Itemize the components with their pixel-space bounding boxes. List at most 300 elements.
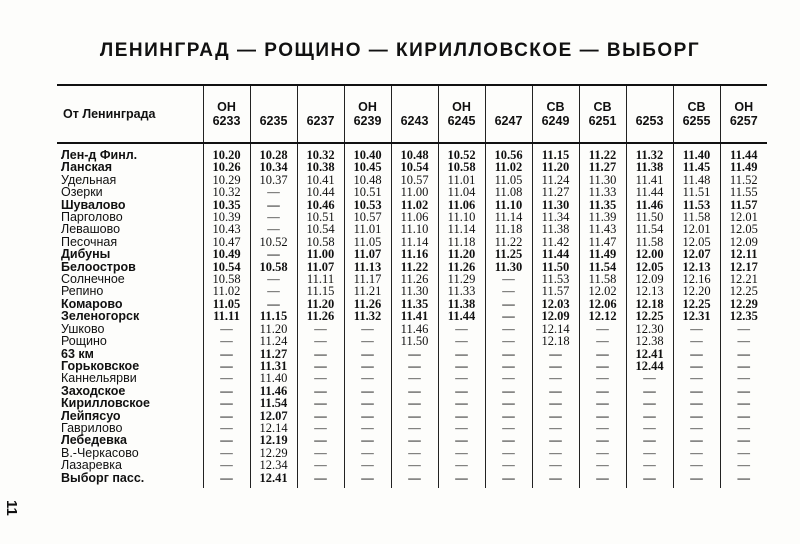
departure-time: —: [485, 323, 532, 335]
train-header: [579, 85, 626, 143]
station-name: Каннельярви: [61, 371, 137, 386]
departure-time: 11.06: [391, 211, 438, 223]
departure-time: 10.28: [250, 143, 297, 161]
departure-time: 11.38: [532, 223, 579, 235]
station-name: Рощино: [61, 334, 107, 349]
departure-time: 11.46: [391, 323, 438, 335]
timetable-row: [57, 186, 767, 198]
departure-time: 11.32: [344, 310, 391, 322]
departure-time: —: [579, 372, 626, 384]
departure-time: —: [438, 410, 485, 422]
timetable-row: [57, 143, 767, 161]
departure-time: 11.50: [532, 261, 579, 273]
departure-time: 11.20: [297, 298, 344, 310]
departure-time: —: [626, 459, 673, 471]
departure-time: 11.47: [579, 236, 626, 248]
timetable-row: [57, 248, 767, 260]
departure-time: —: [344, 422, 391, 434]
departure-time: 12.06: [579, 298, 626, 310]
departure-time: —: [344, 372, 391, 384]
departure-time: 10.48: [344, 174, 391, 186]
departure-time: —: [297, 348, 344, 360]
page-title: ЛЕНИНГРАД — РОЩИНО — КИРИЛЛОВСКОЕ — ВЫБОРГ: [99, 40, 701, 61]
departure-time: 11.24: [250, 335, 297, 347]
train-number: 6255: [682, 114, 711, 128]
departure-time: 11.30: [532, 199, 579, 211]
departure-time: —: [626, 472, 673, 488]
departure-time: 11.05: [203, 298, 250, 310]
departure-time: —: [438, 422, 485, 434]
departure-time: —: [720, 410, 767, 422]
departure-time: 11.27: [250, 348, 297, 360]
departure-time: 12.05: [626, 261, 673, 273]
departure-time: 11.02: [203, 285, 250, 297]
departure-time: 11.11: [203, 310, 250, 322]
departure-time: —: [438, 348, 485, 360]
departure-time: —: [579, 385, 626, 397]
departure-time: —: [532, 348, 579, 360]
departure-time: —: [579, 422, 626, 434]
station-column-header: От Ленинграда: [57, 85, 203, 143]
departure-time: 12.03: [532, 298, 579, 310]
departure-time: —: [485, 472, 532, 488]
departure-time: 12.11: [720, 248, 767, 260]
departure-time: 11.22: [579, 143, 626, 161]
train-type: ОН: [358, 100, 377, 114]
departure-time: 11.40: [673, 143, 720, 161]
departure-time: 10.39: [203, 211, 250, 223]
departure-time: 12.18: [626, 298, 673, 310]
train-number: 6249: [541, 114, 570, 128]
timetable-row: [57, 285, 767, 297]
departure-time: —: [673, 323, 720, 335]
departure-time: —: [438, 397, 485, 409]
departure-time: —: [391, 422, 438, 434]
departure-time: 11.30: [579, 174, 626, 186]
departure-time: 12.31: [673, 310, 720, 322]
departure-time: 10.51: [297, 211, 344, 223]
station-name: Кирилловское: [61, 396, 150, 411]
departure-time: 11.26: [344, 298, 391, 310]
departure-time: 12.09: [532, 310, 579, 322]
departure-time: —: [673, 472, 720, 488]
departure-time: —: [485, 335, 532, 347]
departure-time: 11.49: [720, 161, 767, 173]
departure-time: —: [391, 459, 438, 471]
departure-time: 11.00: [297, 248, 344, 260]
departure-time: 12.30: [626, 323, 673, 335]
departure-time: 11.33: [438, 285, 485, 297]
departure-time: —: [391, 447, 438, 459]
departure-time: 12.25: [720, 285, 767, 297]
departure-time: 10.54: [297, 223, 344, 235]
departure-time: —: [438, 372, 485, 384]
departure-time: —: [438, 335, 485, 347]
departure-time: —: [344, 447, 391, 459]
departure-time: 10.41: [297, 174, 344, 186]
timetable-row: [57, 310, 767, 322]
departure-time: 10.38: [297, 161, 344, 173]
departure-time: 12.09: [720, 236, 767, 248]
train-type: [486, 100, 532, 114]
departure-time: —: [391, 385, 438, 397]
departure-time: 11.26: [438, 261, 485, 273]
departure-time: 12.01: [720, 211, 767, 223]
station-name: Комарово: [61, 296, 123, 311]
departure-time: —: [297, 372, 344, 384]
departure-time: 12.25: [626, 310, 673, 322]
departure-time: —: [532, 410, 579, 422]
station-name: 63 км: [61, 346, 94, 361]
departure-time: 12.02: [579, 285, 626, 297]
departure-time: —: [626, 434, 673, 446]
departure-time: 11.26: [391, 273, 438, 285]
departure-time: —: [532, 472, 579, 488]
train-type: [627, 100, 673, 114]
departure-time: —: [532, 422, 579, 434]
departure-time: 11.34: [532, 211, 579, 223]
departure-time: —: [344, 410, 391, 422]
train-number: 6243: [400, 114, 429, 128]
departure-time: —: [720, 422, 767, 434]
departure-time: 11.10: [485, 199, 532, 211]
departure-time: 12.07: [673, 248, 720, 260]
departure-time: —: [720, 447, 767, 459]
departure-time: —: [720, 472, 767, 488]
departure-time: —: [579, 397, 626, 409]
departure-time: —: [626, 372, 673, 384]
departure-time: —: [579, 447, 626, 459]
train-type: СВ: [546, 100, 565, 114]
departure-time: 11.18: [438, 236, 485, 248]
departure-time: —: [579, 459, 626, 471]
departure-time: —: [297, 459, 344, 471]
departure-time: 10.43: [203, 223, 250, 235]
departure-time: 11.35: [391, 298, 438, 310]
departure-time: 12.35: [720, 310, 767, 322]
departure-time: 12.05: [720, 223, 767, 235]
departure-time: 12.44: [626, 360, 673, 372]
departure-time: —: [673, 434, 720, 446]
departure-time: —: [438, 434, 485, 446]
departure-time: 11.08: [485, 186, 532, 198]
departure-time: —: [344, 397, 391, 409]
departure-time: 10.54: [391, 161, 438, 173]
departure-time: —: [673, 459, 720, 471]
departure-time: 11.44: [532, 248, 579, 260]
departure-time: —: [532, 385, 579, 397]
departure-time: 12.07: [250, 410, 297, 422]
departure-time: 11.27: [532, 186, 579, 198]
train-number: 6237: [306, 114, 335, 128]
departure-time: —: [626, 385, 673, 397]
departure-time: 11.22: [391, 261, 438, 273]
departure-time: 10.58: [438, 161, 485, 173]
departure-time: 11.13: [344, 261, 391, 273]
departure-time: —: [485, 348, 532, 360]
departure-time: 11.14: [485, 211, 532, 223]
train-header: [626, 85, 673, 143]
departure-time: 10.29: [203, 174, 250, 186]
departure-time: —: [579, 348, 626, 360]
departure-time: 11.54: [250, 397, 297, 409]
timetable-row: [57, 372, 767, 384]
station-name: Горьковское: [61, 358, 140, 373]
departure-time: —: [579, 323, 626, 335]
departure-time: —: [579, 434, 626, 446]
departure-time: 11.53: [532, 273, 579, 285]
departure-time: —: [250, 211, 297, 223]
departure-time: —: [250, 223, 297, 235]
train-header: [485, 85, 532, 143]
departure-time: —: [626, 410, 673, 422]
departure-time: —: [438, 459, 485, 471]
departure-time: —: [485, 447, 532, 459]
station-name: Заходское: [61, 383, 126, 398]
departure-time: —: [673, 410, 720, 422]
station-name: Репино: [61, 284, 104, 299]
departure-time: 11.16: [391, 248, 438, 260]
train-header: [344, 85, 391, 143]
departure-time: —: [344, 472, 391, 488]
departure-time: 11.50: [391, 335, 438, 347]
departure-time: —: [391, 472, 438, 488]
departure-time: 11.55: [720, 186, 767, 198]
departure-time: —: [485, 434, 532, 446]
departure-time: —: [297, 472, 344, 488]
departure-time: —: [391, 397, 438, 409]
departure-time: 11.20: [250, 323, 297, 335]
station-name: Лен-д Финл.: [61, 148, 138, 162]
departure-time: —: [720, 335, 767, 347]
departure-time: 11.06: [438, 199, 485, 211]
station-name: Ушково: [61, 321, 105, 336]
station-name: Лазаревка: [61, 458, 122, 473]
departure-time: —: [720, 372, 767, 384]
departure-time: 12.25: [673, 298, 720, 310]
departure-time: 11.44: [438, 310, 485, 322]
timetable-body: [57, 143, 767, 488]
page-number: 11: [3, 500, 20, 516]
train-type: СВ: [593, 100, 612, 114]
departure-time: —: [720, 397, 767, 409]
departure-time: —: [297, 410, 344, 422]
train-type: ОН: [734, 100, 754, 114]
train-number: 6235: [259, 114, 288, 128]
departure-time: —: [297, 335, 344, 347]
departure-time: —: [485, 422, 532, 434]
train-number: 6233: [212, 114, 241, 128]
departure-time: 11.54: [626, 223, 673, 235]
station-name: Дибуны: [61, 247, 111, 262]
train-header: [250, 85, 297, 143]
departure-time: 11.29: [438, 273, 485, 285]
departure-time: 10.47: [203, 236, 250, 248]
departure-time: 11.20: [438, 248, 485, 260]
departure-time: —: [673, 385, 720, 397]
departure-time: —: [344, 385, 391, 397]
departure-time: 10.54: [203, 261, 250, 273]
station-name: Парголово: [61, 210, 123, 225]
departure-time: 10.53: [344, 199, 391, 211]
departure-time: 11.15: [532, 143, 579, 161]
train-number: 6239: [353, 114, 382, 128]
departure-time: 11.58: [673, 211, 720, 223]
departure-time: 11.01: [344, 223, 391, 235]
station-name: Выборг пасс.: [61, 470, 145, 485]
departure-time: 11.30: [485, 261, 532, 273]
departure-time: 11.58: [579, 273, 626, 285]
departure-time: —: [485, 410, 532, 422]
departure-time: 12.09: [626, 273, 673, 285]
departure-time: 11.02: [391, 199, 438, 211]
departure-time: 11.14: [391, 236, 438, 248]
departure-time: 10.26: [203, 161, 250, 173]
station-name: Белоостров: [61, 259, 136, 274]
station-name: Песочная: [61, 234, 118, 249]
station-name: Зеленогорск: [61, 309, 140, 324]
departure-time: 12.14: [250, 422, 297, 434]
departure-time: 11.21: [344, 285, 391, 297]
departure-time: 12.14: [532, 323, 579, 335]
train-type: ОН: [452, 100, 471, 114]
departure-time: 11.46: [626, 199, 673, 211]
departure-time: 11.14: [438, 223, 485, 235]
departure-time: 10.58: [203, 273, 250, 285]
departure-time: 12.17: [720, 261, 767, 273]
train-number: 6251: [588, 114, 617, 128]
departure-time: —: [673, 422, 720, 434]
departure-time: 12.29: [250, 447, 297, 459]
departure-time: —: [391, 410, 438, 422]
departure-time: —: [250, 285, 297, 297]
timetable-row: [57, 459, 767, 471]
departure-time: —: [485, 372, 532, 384]
station-name: Шувалово: [61, 197, 126, 212]
departure-time: 11.22: [485, 236, 532, 248]
train-number: 6253: [635, 114, 664, 128]
train-number: 6245: [447, 114, 476, 128]
departure-time: 10.44: [297, 186, 344, 198]
departure-time: —: [673, 447, 720, 459]
departure-time: —: [250, 199, 297, 211]
timetable-row: [57, 472, 767, 488]
departure-time: 12.12: [579, 310, 626, 322]
train-header: [720, 85, 767, 143]
departure-time: —: [203, 459, 250, 471]
departure-time: —: [438, 385, 485, 397]
departure-time: —: [391, 360, 438, 372]
departure-time: 11.50: [626, 211, 673, 223]
departure-time: —: [391, 348, 438, 360]
departure-time: 11.30: [391, 285, 438, 297]
departure-time: —: [720, 459, 767, 471]
departure-time: —: [626, 422, 673, 434]
departure-time: 11.32: [626, 143, 673, 161]
departure-time: 11.07: [297, 261, 344, 273]
departure-time: 11.11: [297, 273, 344, 285]
departure-time: —: [297, 447, 344, 459]
train-header: [203, 85, 250, 143]
departure-time: —: [250, 273, 297, 285]
departure-time: —: [297, 397, 344, 409]
train-number: 6247: [494, 114, 523, 128]
timetable-row: [57, 434, 767, 446]
train-number: 6257: [729, 114, 758, 128]
departure-time: —: [673, 360, 720, 372]
departure-time: 10.51: [344, 186, 391, 198]
departure-time: 10.32: [203, 186, 250, 198]
departure-time: —: [203, 360, 250, 372]
departure-time: 12.01: [673, 223, 720, 235]
departure-time: —: [485, 385, 532, 397]
departure-time: 12.20: [673, 285, 720, 297]
departure-time: —: [626, 397, 673, 409]
departure-time: 11.43: [579, 223, 626, 235]
departure-time: 11.44: [626, 186, 673, 198]
departure-time: 10.57: [344, 211, 391, 223]
timetable-header: [57, 85, 767, 143]
departure-time: 11.35: [579, 199, 626, 211]
train-type: ОН: [217, 100, 236, 114]
train-header: [673, 85, 720, 143]
departure-time: —: [203, 385, 250, 397]
station-name: Гаврилово: [61, 420, 123, 435]
train-type: [251, 100, 297, 114]
departure-time: 11.07: [344, 248, 391, 260]
departure-time: 11.27: [579, 161, 626, 173]
departure-time: 11.41: [626, 174, 673, 186]
departure-time: —: [203, 372, 250, 384]
departure-time: —: [203, 348, 250, 360]
departure-time: —: [485, 285, 532, 297]
departure-time: 10.52: [438, 143, 485, 161]
departure-time: —: [532, 434, 579, 446]
departure-time: —: [203, 434, 250, 446]
station-name: В.-Черкасово: [61, 445, 139, 460]
departure-time: 11.15: [250, 310, 297, 322]
departure-time: 11.39: [579, 211, 626, 223]
departure-time: 12.41: [626, 348, 673, 360]
departure-time: 11.18: [485, 223, 532, 235]
station-name: Лебедевка: [61, 433, 128, 448]
departure-time: 12.05: [673, 236, 720, 248]
departure-time: 10.48: [391, 143, 438, 161]
departure-time: —: [720, 385, 767, 397]
departure-time: 11.45: [673, 161, 720, 173]
departure-time: 10.52: [250, 236, 297, 248]
departure-time: —: [579, 472, 626, 488]
departure-time: 12.21: [720, 273, 767, 285]
departure-time: —: [250, 186, 297, 198]
departure-time: —: [438, 360, 485, 372]
departure-time: 11.05: [485, 174, 532, 186]
departure-time: —: [485, 310, 532, 322]
departure-time: 11.42: [532, 236, 579, 248]
departure-time: —: [203, 422, 250, 434]
departure-time: —: [297, 434, 344, 446]
departure-time: 11.01: [438, 174, 485, 186]
departure-time: —: [579, 410, 626, 422]
departure-time: 11.33: [579, 186, 626, 198]
departure-time: 11.53: [673, 199, 720, 211]
departure-time: 11.31: [250, 360, 297, 372]
departure-time: 11.58: [626, 236, 673, 248]
timetable-row: [57, 397, 767, 409]
departure-time: —: [720, 323, 767, 335]
station-name: Лейпясуо: [61, 408, 121, 423]
departure-time: —: [344, 434, 391, 446]
